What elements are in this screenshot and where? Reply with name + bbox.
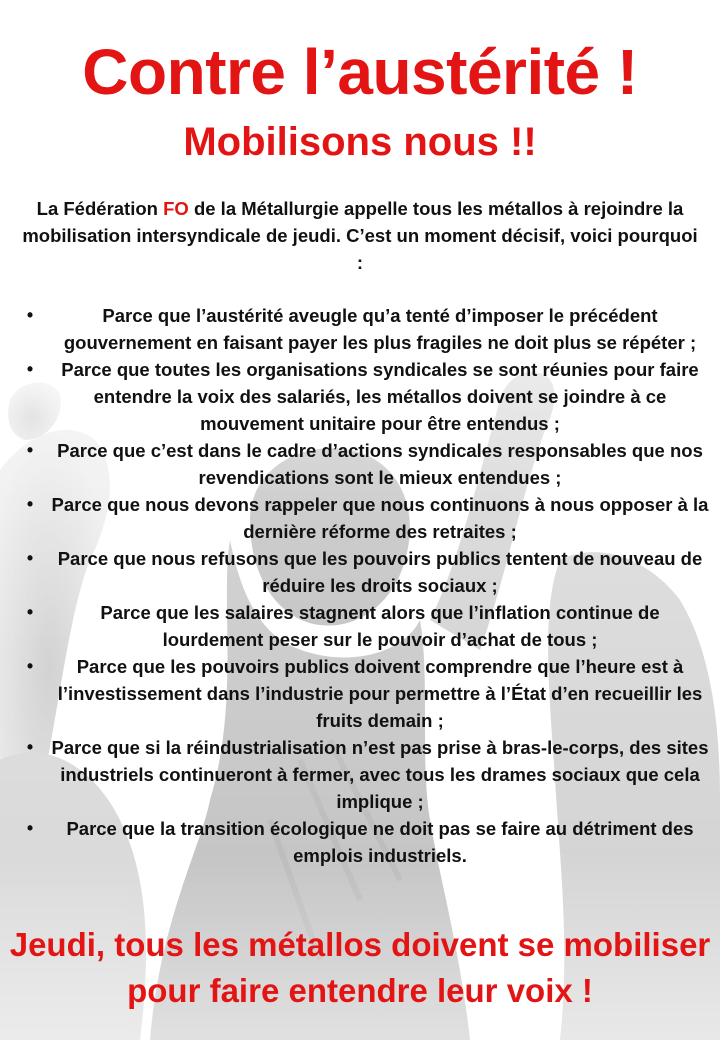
list-item xyxy=(20,437,710,491)
bullet-icon: • xyxy=(26,602,34,622)
flyer-title: Contre l’austérité ! xyxy=(82,36,638,108)
reason-text: Parce que toutes les organisations syndicales se sont réunies pour faire entendre la voix des salariés, les métallos doivent se joindre à ce mouvement unitaire pour être entendus ; xyxy=(61,359,699,434)
bullet-icon: • xyxy=(26,440,34,460)
reason-text: Parce que nous refusons que les pouvoirs publics tentent de nouveau de réduire les droits sociaux ; xyxy=(57,548,703,596)
reason-text: Parce que les salaires stagnent alors que l’inflation continue de lourdement peser sur le pouvoir d’achat de tous ; xyxy=(100,602,660,650)
intro-text-end: de la Métallurgie appelle tous les métallos à rejoindre la mobilisation intersyndicale de jeudi. C’est un moment décisif, voici pourquoi : xyxy=(22,198,698,273)
reason-text: Parce que l’austérité aveugle qu’a tenté d’imposer le précédent gouvernement en faisant payer les plus fragiles ne doit plus se répéter ; xyxy=(63,305,697,353)
list-item xyxy=(20,653,710,734)
list-item xyxy=(20,356,710,437)
bullet-icon: • xyxy=(26,656,34,676)
bullet-icon: • xyxy=(26,305,34,325)
bullet-icon: • xyxy=(26,359,34,379)
intro-text-start: La Fédération xyxy=(36,198,164,219)
bullet-icon: • xyxy=(26,494,34,514)
reason-text: Parce que les pouvoirs publics doivent comprendre que l’heure est à l’investissement dans l’industrie pour permettre à l’État d’en recueillir les fruits demain ; xyxy=(57,656,703,731)
bullet-icon: • xyxy=(26,818,34,838)
reason-text: Parce que la transition écologique ne doit pas se faire au détriment des emplois industriels. xyxy=(66,818,694,866)
closing-call-to-action: Jeudi, tous les métallos doivent se mobiliser pour faire entendre leur voix ! xyxy=(9,926,711,1009)
reasons-list xyxy=(20,302,710,869)
reason-text: Parce que si la réindustrialisation n’est pas prise à bras-le-corps, des sites industriels continueront à fermer, avec tous les drames sociaux que cela implique ; xyxy=(51,737,709,812)
list-item xyxy=(20,734,710,815)
list-item xyxy=(20,491,710,545)
list-item xyxy=(20,302,710,356)
bullet-icon: • xyxy=(26,737,34,757)
list-item xyxy=(20,599,710,653)
fo-highlight: FO xyxy=(163,198,189,219)
list-item xyxy=(20,545,710,599)
reason-text: Parce que nous devons rappeler que nous continuons à nous opposer à la dernière réforme des retraites ; xyxy=(51,494,709,542)
list-item xyxy=(20,815,710,869)
intro-paragraph xyxy=(20,195,700,276)
flyer-subtitle: Mobilisons nous !! xyxy=(183,120,537,164)
bullet-icon: • xyxy=(26,548,34,568)
reason-text: Parce que c’est dans le cadre d’actions syndicales responsables que nos revendications sont le mieux entendues ; xyxy=(57,440,703,488)
